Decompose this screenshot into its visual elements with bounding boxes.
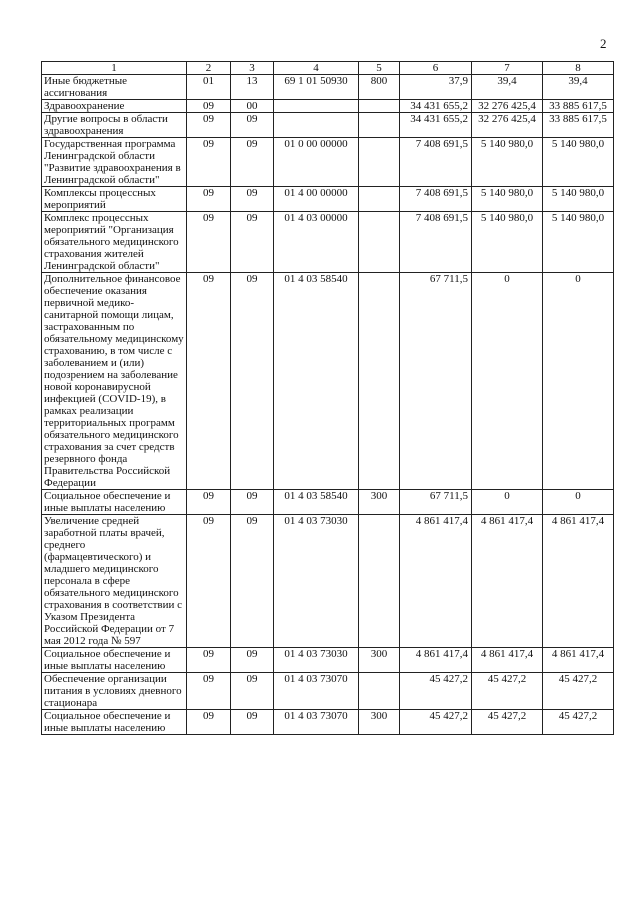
target-article-cell: 01 4 03 00000 [274,212,359,273]
expense-type-cell: 300 [359,490,400,515]
target-article-cell: 01 4 03 73070 [274,673,359,710]
amount-year2-cell: 4 861 417,4 [472,515,543,648]
expense-type-cell [359,138,400,187]
amount-year3-cell: 0 [543,273,614,490]
target-article-cell: 01 4 03 73030 [274,648,359,673]
row-name-cell: Социальное обеспечение и иные выплаты населению [42,710,187,735]
amount-year2-cell: 0 [472,490,543,515]
amount-year2-cell: 5 140 980,0 [472,212,543,273]
target-article-cell: 69 1 01 50930 [274,75,359,100]
row-name-cell: Социальное обеспечение и иные выплаты населению [42,490,187,515]
table-row [42,113,614,138]
row-name-cell: Дополнительное финансовое обеспечение оказания первичной медико-санитарной помощи лицам, застрахованным по обязательному медицинскому страхованию, в том числе с заболеванием и (или) подозрением на заболевание новой коронавирусной инфекцией (COVID-19), в рамках реализации территориальных программ обязательного медицинского страхования за счет средств резервного фонда Правительства Российской Федерации [42,273,187,490]
amount-year1-cell: 45 427,2 [400,710,472,735]
section-code-cell: 09 [187,710,231,735]
section-code-cell: 01 [187,75,231,100]
amount-year1-cell: 4 861 417,4 [400,648,472,673]
expense-type-cell [359,673,400,710]
amount-year1-cell: 67 711,5 [400,273,472,490]
section-code-cell: 09 [187,100,231,113]
table-row [42,138,614,187]
subsection-code-cell: 00 [231,100,274,113]
subsection-code-cell: 09 [231,113,274,138]
amount-year1-cell: 67 711,5 [400,490,472,515]
expense-type-cell [359,100,400,113]
section-code-cell: 09 [187,515,231,648]
target-article-cell: 01 4 03 73030 [274,515,359,648]
table-row [42,273,614,490]
subsection-code-cell: 09 [231,138,274,187]
table-header-row [42,62,614,75]
amount-year3-cell: 5 140 980,0 [543,187,614,212]
header-cell: 1 [42,62,187,75]
subsection-code-cell: 09 [231,212,274,273]
section-code-cell: 09 [187,187,231,212]
table-row [42,187,614,212]
row-name-cell: Комплекс процессных мероприятий "Организация обязательного медицинского страхования жителей Ленинградской области" [42,212,187,273]
row-name-cell: Социальное обеспечение и иные выплаты населению [42,648,187,673]
table-row [42,515,614,648]
subsection-code-cell: 13 [231,75,274,100]
table-row [42,75,614,100]
table-row [42,212,614,273]
header-cell: 7 [472,62,543,75]
amount-year1-cell: 37,9 [400,75,472,100]
subsection-code-cell: 09 [231,648,274,673]
amount-year1-cell: 34 431 655,2 [400,113,472,138]
subsection-code-cell: 09 [231,490,274,515]
header-cell: 5 [359,62,400,75]
amount-year2-cell: 32 276 425,4 [472,113,543,138]
row-name-cell: Обеспечение организации питания в условиях дневного стационара [42,673,187,710]
budget-table [41,61,614,735]
section-code-cell: 09 [187,490,231,515]
row-name-cell: Комплексы процессных мероприятий [42,187,187,212]
row-name-cell: Увеличение средней заработной платы врачей, среднего (фармацевтического) и младшего медицинского персонала в сфере обязательного медицинского страхования в соответствии с Указом Президента Российской Федерации от 7 мая 2012 года № 597 [42,515,187,648]
expense-type-cell [359,187,400,212]
section-code-cell: 09 [187,673,231,710]
header-cell: 3 [231,62,274,75]
amount-year3-cell: 4 861 417,4 [543,515,614,648]
table-row [42,673,614,710]
section-code-cell: 09 [187,113,231,138]
subsection-code-cell: 09 [231,673,274,710]
header-cell: 4 [274,62,359,75]
section-code-cell: 09 [187,212,231,273]
expense-type-cell [359,273,400,490]
subsection-code-cell: 09 [231,187,274,212]
subsection-code-cell: 09 [231,515,274,648]
expense-type-cell: 300 [359,648,400,673]
target-article-cell: 01 4 03 73070 [274,710,359,735]
section-code-cell: 09 [187,273,231,490]
target-article-cell: 01 4 03 58540 [274,490,359,515]
amount-year3-cell: 33 885 617,5 [543,113,614,138]
amount-year2-cell: 5 140 980,0 [472,138,543,187]
amount-year3-cell: 33 885 617,5 [543,100,614,113]
row-name-cell: Другие вопросы в области здравоохранения [42,113,187,138]
amount-year3-cell: 39,4 [543,75,614,100]
amount-year3-cell: 4 861 417,4 [543,648,614,673]
expense-type-cell: 300 [359,710,400,735]
amount-year2-cell: 0 [472,273,543,490]
amount-year1-cell: 7 408 691,5 [400,138,472,187]
target-article-cell [274,100,359,113]
row-name-cell: Здравоохранение [42,100,187,113]
amount-year1-cell: 7 408 691,5 [400,187,472,212]
expense-type-cell: 800 [359,75,400,100]
amount-year3-cell: 45 427,2 [543,673,614,710]
row-name-cell: Государственная программа Ленинградской области "Развитие здравоохранения в Ленинградской области" [42,138,187,187]
amount-year2-cell: 39,4 [472,75,543,100]
target-article-cell: 01 4 03 58540 [274,273,359,490]
amount-year1-cell: 7 408 691,5 [400,212,472,273]
row-name-cell: Иные бюджетные ассигнования [42,75,187,100]
header-cell: 6 [400,62,472,75]
amount-year1-cell: 34 431 655,2 [400,100,472,113]
amount-year2-cell: 4 861 417,4 [472,648,543,673]
table-row [42,710,614,735]
amount-year3-cell: 0 [543,490,614,515]
expense-type-cell [359,212,400,273]
amount-year3-cell: 45 427,2 [543,710,614,735]
header-cell: 2 [187,62,231,75]
target-article-cell: 01 4 00 00000 [274,187,359,212]
page-number: 2 [600,36,607,51]
table-row [42,490,614,515]
section-code-cell: 09 [187,138,231,187]
amount-year2-cell: 45 427,2 [472,673,543,710]
subsection-code-cell: 09 [231,273,274,490]
header-cell: 8 [543,62,614,75]
amount-year2-cell: 5 140 980,0 [472,187,543,212]
amount-year3-cell: 5 140 980,0 [543,212,614,273]
table-row [42,100,614,113]
amount-year1-cell: 45 427,2 [400,673,472,710]
target-article-cell [274,113,359,138]
subsection-code-cell: 09 [231,710,274,735]
expense-type-cell [359,515,400,648]
expense-type-cell [359,113,400,138]
amount-year3-cell: 5 140 980,0 [543,138,614,187]
amount-year1-cell: 4 861 417,4 [400,515,472,648]
target-article-cell: 01 0 00 00000 [274,138,359,187]
amount-year2-cell: 32 276 425,4 [472,100,543,113]
table-row [42,648,614,673]
section-code-cell: 09 [187,648,231,673]
amount-year2-cell: 45 427,2 [472,710,543,735]
